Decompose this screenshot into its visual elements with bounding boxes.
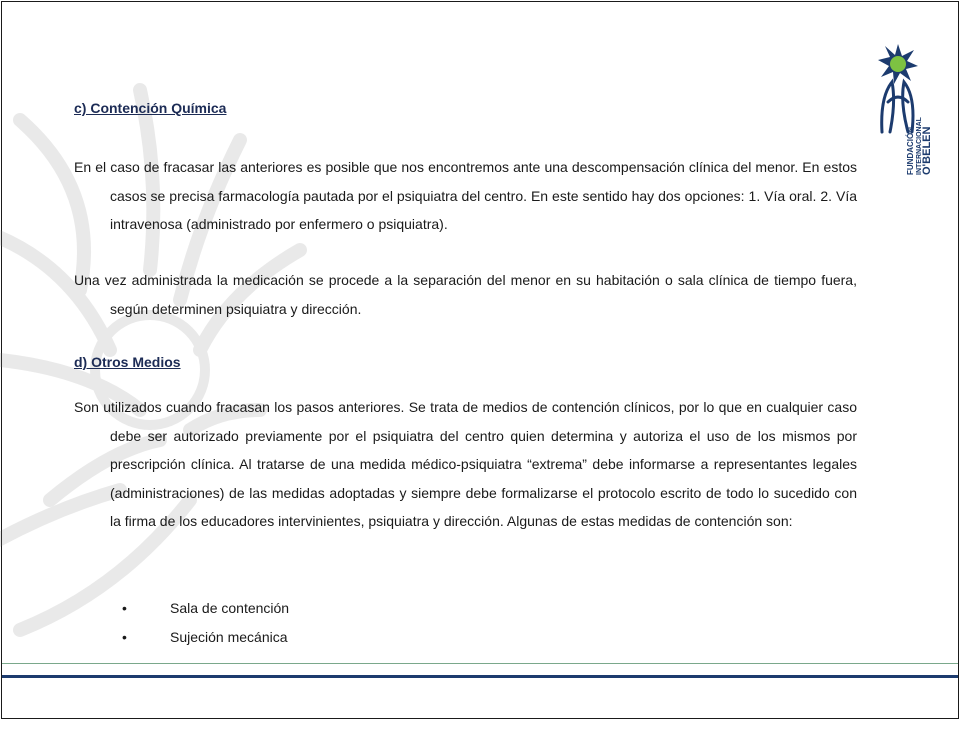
bullet-icon: • (122, 629, 127, 645)
fundacion-logo (872, 42, 933, 177)
svg-text:O'BELEN: O'BELEN (921, 126, 933, 175)
bullet-icon: • (122, 600, 127, 616)
section-c-paragraph-2: Una vez administrada la medicación se procede a la separación del menor en su habitación o sala clínica de tiempo fuera, según determinen psiquiatra y dirección. (74, 272, 857, 317)
section-d-heading: d) Otros Medios (74, 354, 181, 370)
list-item: • Sala de contención (122, 600, 290, 616)
svg-text:INTERNACIONAL: INTERNACIONAL (916, 117, 923, 175)
logo-text (872, 42, 933, 177)
section-d-paragraph-1: Son utilizados cuando fracasan los pasos anteriores. Se trata de medios de contención clínicos, por lo que en cualquier caso debe ser autorizado previamente por el psiquiatra del centro quien determina y autoriza el uso de los mismos por prescripción clínica. Al tratarse de una medida médico-psiquiatra “extrema” debe informarse a representantes legales (administraciones) de las medidas adoptadas y siempre debe formalizarse el protocolo escrito de todo lo sucedido con la firma de los educadores intervinientes, psiquiatra y dirección. Algunas de estas medidas de contención son: (74, 399, 857, 529)
section-c-paragraph-1: En el caso de fracasar las anteriores es posible que nos encontremos ante una descompensación clínica del menor. En estos casos se precisa farmacología pautada por el psiquiatra del centro. En este sentido hay dos opciones: 1. Vía oral. 2. Vía intravenosa (administrado por enfermero o psiquiatra). (74, 159, 857, 232)
section-c-heading: c) Contención Química (74, 100, 227, 116)
sun-watermark (0, 30, 380, 730)
svg-text:FUNDACIÓN: FUNDACIÓN (906, 127, 915, 175)
footer-rule-blue (2, 675, 958, 678)
footer-rule-green (2, 663, 958, 664)
list-item: • Sujeción mecánica (122, 629, 288, 645)
